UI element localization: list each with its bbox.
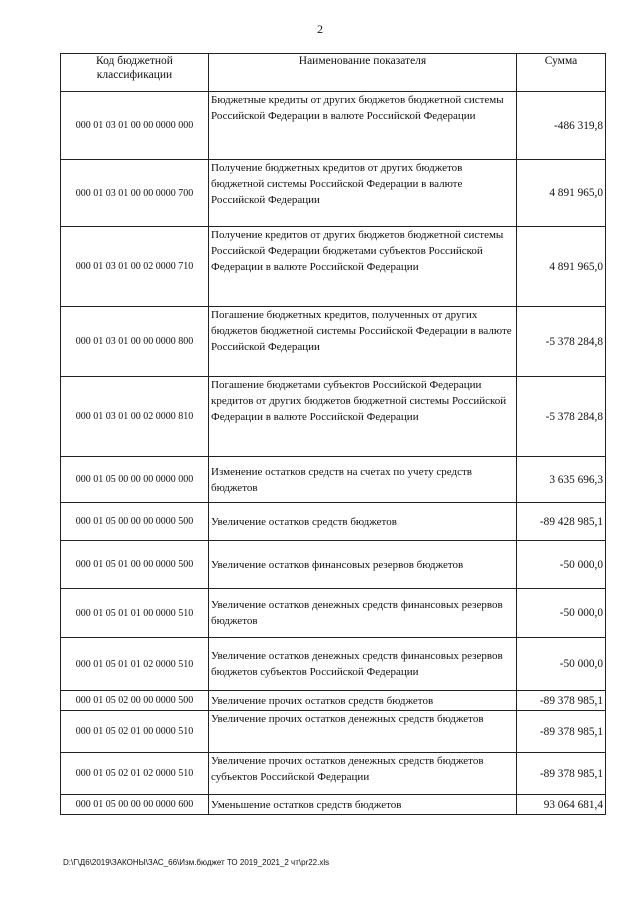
row-code: 000 01 05 01 01 00 0000 510 — [61, 589, 209, 638]
table-row — [61, 503, 606, 541]
row-name: Погашение бюджетами субъектов Российской Федерации кредитов от других бюджетов бюджетной системы Российской Федерации в валюте Российской Федерации — [209, 377, 517, 457]
row-amount: 4 891 965,0 — [517, 227, 606, 307]
page-number: 2 — [317, 22, 323, 36]
row-name: Изменение остатков средств на счетах по учету средств бюджетов — [209, 457, 517, 503]
row-amount: -50 000,0 — [517, 638, 606, 691]
row-code: 000 01 05 02 01 00 0000 510 — [61, 711, 209, 753]
row-amount: -50 000,0 — [517, 589, 606, 638]
table-row — [61, 541, 606, 589]
row-name: Увеличение остатков средств бюджетов — [209, 503, 517, 541]
row-amount: -89 378 985,1 — [517, 711, 606, 753]
table-row — [61, 457, 606, 503]
table-row — [61, 160, 606, 227]
row-code: 000 01 03 01 00 00 0000 800 — [61, 307, 209, 377]
table-row — [61, 691, 606, 711]
row-amount: 93 064 681,4 — [517, 795, 606, 815]
row-amount: -89 378 985,1 — [517, 753, 606, 795]
row-name: Погашение бюджетных кредитов, полученных от других бюджетов бюджетной системы Российской Федерации в валюте Российской Федерации — [209, 307, 517, 377]
row-code: 000 01 03 01 00 02 0000 810 — [61, 377, 209, 457]
row-code: 000 01 05 00 00 00 0000 000 — [61, 457, 209, 503]
table-row — [61, 377, 606, 457]
table-row — [61, 795, 606, 815]
row-code: 000 01 05 00 00 00 0000 500 — [61, 503, 209, 541]
row-amount: -5 378 284,8 — [517, 307, 606, 377]
table-row — [61, 589, 606, 638]
row-amount: -5 378 284,8 — [517, 377, 606, 457]
row-code: 000 01 05 02 01 02 0000 510 — [61, 753, 209, 795]
row-name: Увеличение прочих остатков денежных средств бюджетов — [209, 711, 517, 753]
budget-sources-table — [60, 53, 606, 815]
table-row — [61, 753, 606, 795]
table-row — [61, 638, 606, 691]
row-name: Увеличение прочих остатков денежных средств бюджетов субъектов Российской Федерации — [209, 753, 517, 795]
row-code: 000 01 03 01 00 02 0000 710 — [61, 227, 209, 307]
row-amount: 4 891 965,0 — [517, 160, 606, 227]
row-code: 000 01 03 01 00 00 0000 700 — [61, 160, 209, 227]
row-name: Уменьшение остатков средств бюджетов — [209, 795, 517, 815]
row-code: 000 01 05 02 00 00 0000 500 — [61, 691, 209, 711]
header-amount: Сумма — [517, 54, 606, 92]
row-amount: -50 000,0 — [517, 541, 606, 589]
table-header-row — [61, 54, 606, 92]
table-row — [61, 227, 606, 307]
row-code: 000 01 03 01 00 00 0000 000 — [61, 92, 209, 160]
row-name: Увеличение прочих остатков средств бюджетов — [209, 691, 517, 711]
row-amount: 3 635 696,3 — [517, 457, 606, 503]
row-name: Бюджетные кредиты от других бюджетов бюджетной системы Российской Федерации в валюте Российской Федерации — [209, 92, 517, 160]
row-name: Увеличение остатков денежных средств финансовых резервов бюджетов — [209, 589, 517, 638]
table-row — [61, 307, 606, 377]
row-name: Получение кредитов от других бюджетов бюджетной системы Российской Федерации бюджетами субъектов Российской Федерации в валюте Российской Федерации — [209, 227, 517, 307]
table-row — [61, 92, 606, 160]
row-amount: -486 319,8 — [517, 92, 606, 160]
row-amount: -89 428 985,1 — [517, 503, 606, 541]
row-code: 000 01 05 01 01 02 0000 510 — [61, 638, 209, 691]
row-name: Увеличение остатков финансовых резервов бюджетов — [209, 541, 517, 589]
row-amount: -89 378 985,1 — [517, 691, 606, 711]
header-name: Наименование показателя — [209, 54, 517, 92]
row-name: Увеличение остатков денежных средств финансовых резервов бюджетов субъектов Российской Федерации — [209, 638, 517, 691]
row-name: Получение бюджетных кредитов от других бюджетов бюджетной системы Российской Федерации в валюте Российской Федерации — [209, 160, 517, 227]
table-row — [61, 711, 606, 753]
row-code: 000 01 05 00 00 00 0000 600 — [61, 795, 209, 815]
header-code: Код бюджетной классификации — [61, 54, 209, 92]
file-path-footer: D:\Г\Д6\2019\ЗАКОНЫ\ЗАС_66\Изм.бюджет ТО 2019_2021_2 чт\pr22.xls — [63, 858, 330, 867]
row-code: 000 01 05 01 00 00 0000 500 — [61, 541, 209, 589]
